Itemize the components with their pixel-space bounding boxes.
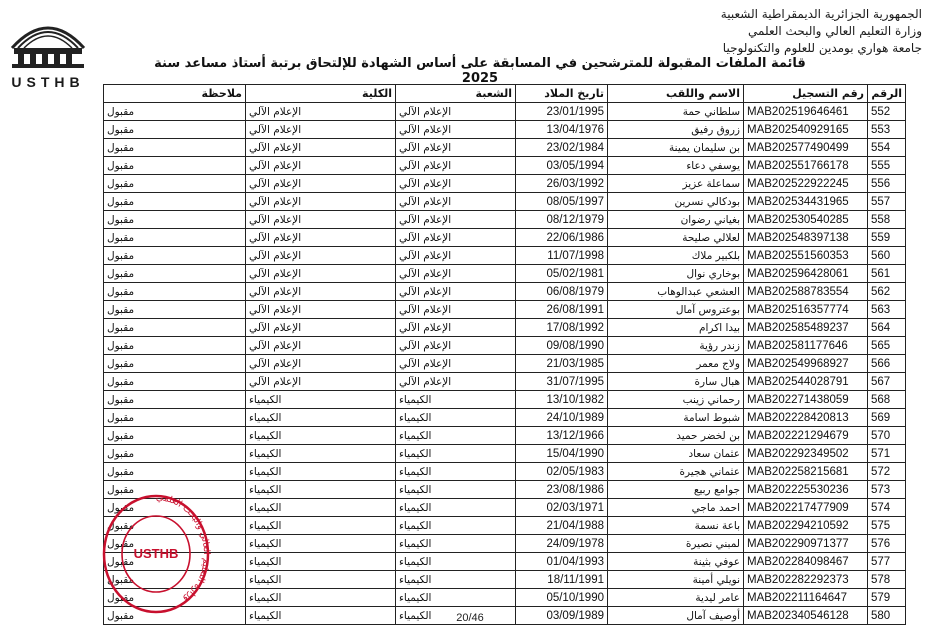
cell-faculty: الكيمياء: [246, 481, 396, 499]
cell-faculty: الإعلام الآلي: [246, 175, 396, 193]
cell-num: 556: [868, 175, 906, 193]
cell-date: 21/03/1985: [516, 355, 608, 373]
cell-faculty: الكيمياء: [246, 445, 396, 463]
cell-date: 31/07/1995: [516, 373, 608, 391]
cell-name: عثمان سعاد: [608, 445, 744, 463]
cell-note: مقبول: [104, 445, 246, 463]
cell-reg: MAB202221294679: [744, 427, 868, 445]
cell-branch: الكيمياء: [396, 409, 516, 427]
cell-note: مقبول: [104, 517, 246, 535]
cell-faculty: الكيمياء: [246, 409, 396, 427]
cell-name: بن لخضر حميد: [608, 427, 744, 445]
cell-note: مقبول: [104, 301, 246, 319]
cell-faculty: الكيمياء: [246, 553, 396, 571]
cell-name: عثماني هجيرة: [608, 463, 744, 481]
cell-date: 26/03/1992: [516, 175, 608, 193]
cell-branch: الإعلام الآلي: [396, 355, 516, 373]
cell-name: سلطاني حمة: [608, 103, 744, 121]
cell-reg: MAB202292349502: [744, 445, 868, 463]
cell-date: 17/08/1992: [516, 319, 608, 337]
cell-date: 08/12/1979: [516, 211, 608, 229]
cell-name: سماعلة عزيز: [608, 175, 744, 193]
cell-reg: MAB202544028791: [744, 373, 868, 391]
cell-date: 21/04/1988: [516, 517, 608, 535]
cell-faculty: الكيمياء: [246, 499, 396, 517]
cell-faculty: الإعلام الآلي: [246, 121, 396, 139]
cell-branch: الإعلام الآلي: [396, 265, 516, 283]
cell-reg: MAB202551560353: [744, 247, 868, 265]
cell-branch: الكيمياء: [396, 391, 516, 409]
cell-name: باعة نسمة: [608, 517, 744, 535]
table-row: [104, 175, 906, 193]
cell-note: مقبول: [104, 391, 246, 409]
cell-name: يوسفي دعاء: [608, 157, 744, 175]
page-number: 20/46: [456, 612, 484, 624]
cell-note: مقبول: [104, 589, 246, 607]
cell-reg: MAB202581177646: [744, 337, 868, 355]
cell-date: 18/11/1991: [516, 571, 608, 589]
cell-num: 560: [868, 247, 906, 265]
cell-date: 23/02/1984: [516, 139, 608, 157]
cell-date: 08/05/1997: [516, 193, 608, 211]
cell-reg: MAB202588783554: [744, 283, 868, 301]
header-line-republic: الجمهورية الجزائرية الديمقراطية الشعبية: [720, 7, 922, 21]
cell-branch: الكيمياء: [396, 535, 516, 553]
cell-date: 22/06/1986: [516, 229, 608, 247]
col-header-faculty: الكلية: [246, 85, 396, 103]
table-row: [104, 157, 906, 175]
cell-note: مقبول: [104, 103, 246, 121]
cell-reg: MAB202217477909: [744, 499, 868, 517]
cell-branch: الإعلام الآلي: [396, 175, 516, 193]
table-row: [104, 337, 906, 355]
cell-reg: MAB202522922245: [744, 175, 868, 193]
cell-branch: الكيمياء: [396, 481, 516, 499]
cell-note: مقبول: [104, 193, 246, 211]
cell-num: 552: [868, 103, 906, 121]
cell-name: بوخاري نوال: [608, 265, 744, 283]
cell-name: زروق رفيق: [608, 121, 744, 139]
ministry-header: [721, 6, 922, 57]
cell-branch: الكيمياء: [396, 571, 516, 589]
cell-branch: الإعلام الآلي: [396, 157, 516, 175]
cell-num: 568: [868, 391, 906, 409]
cell-faculty: الإعلام الآلي: [246, 265, 396, 283]
cell-note: مقبول: [104, 535, 246, 553]
cell-note: مقبول: [104, 499, 246, 517]
table-row: [104, 103, 906, 121]
table-row: [104, 409, 906, 427]
cell-reg: MAB202577490499: [744, 139, 868, 157]
table-row: [104, 481, 906, 499]
cell-branch: الإعلام الآلي: [396, 247, 516, 265]
cell-num: 565: [868, 337, 906, 355]
university-logo: [6, 8, 90, 74]
cell-name: بغياني رضوان: [608, 211, 744, 229]
cell-reg: MAB202271438059: [744, 391, 868, 409]
cell-faculty: الإعلام الآلي: [246, 103, 396, 121]
cell-name: بيدا اكرام: [608, 319, 744, 337]
table-row: [104, 355, 906, 373]
cell-faculty: الكيمياء: [246, 535, 396, 553]
cell-num: 562: [868, 283, 906, 301]
cell-faculty: الإعلام الآلي: [246, 355, 396, 373]
table-row: [104, 445, 906, 463]
cell-branch: الإعلام الآلي: [396, 211, 516, 229]
cell-faculty: الكيمياء: [246, 517, 396, 535]
candidates-table-wrapper: [103, 84, 905, 625]
cell-note: مقبول: [104, 337, 246, 355]
cell-name: أوصيف آمال: [608, 607, 744, 625]
cell-date: 05/02/1981: [516, 265, 608, 283]
cell-reg: MAB202530540285: [744, 211, 868, 229]
cell-name: زندر رؤية: [608, 337, 744, 355]
cell-faculty: الإعلام الآلي: [246, 337, 396, 355]
cell-faculty: الإعلام الآلي: [246, 283, 396, 301]
cell-num: 576: [868, 535, 906, 553]
cell-reg: MAB202548397138: [744, 229, 868, 247]
cell-note: مقبول: [104, 229, 246, 247]
col-header-reg: رقم التسجيل: [744, 85, 868, 103]
cell-reg: MAB202519646461: [744, 103, 868, 121]
cell-note: مقبول: [104, 211, 246, 229]
cell-name: بلكبير ملاك: [608, 247, 744, 265]
cell-faculty: الإعلام الآلي: [246, 247, 396, 265]
cell-branch: الإعلام الآلي: [396, 229, 516, 247]
cell-faculty: الكيمياء: [246, 391, 396, 409]
cell-branch: الإعلام الآلي: [396, 103, 516, 121]
table-row: [104, 427, 906, 445]
cell-faculty: الإعلام الآلي: [246, 211, 396, 229]
cell-branch: الكيمياء: [396, 445, 516, 463]
cell-num: 569: [868, 409, 906, 427]
cell-faculty: الإعلام الآلي: [246, 229, 396, 247]
header-line-university: جامعة هواري بومدين للعلوم والتكنولوجيا: [722, 41, 922, 55]
cell-date: 13/12/1966: [516, 427, 608, 445]
cell-branch: الكيمياء: [396, 427, 516, 445]
cell-faculty: الإعلام الآلي: [246, 373, 396, 391]
cell-num: 566: [868, 355, 906, 373]
cell-reg: MAB202585489237: [744, 319, 868, 337]
cell-note: مقبول: [104, 427, 246, 445]
cell-reg: MAB202534431965: [744, 193, 868, 211]
cell-date: 03/05/1994: [516, 157, 608, 175]
cell-date: 02/03/1971: [516, 499, 608, 517]
cell-branch: الكيمياء: [396, 553, 516, 571]
cell-reg: MAB202225530236: [744, 481, 868, 499]
cell-date: 23/01/1995: [516, 103, 608, 121]
cell-date: 03/09/1989: [516, 607, 608, 625]
cell-date: 06/08/1979: [516, 283, 608, 301]
cell-note: مقبول: [104, 121, 246, 139]
cell-note: مقبول: [104, 553, 246, 571]
cell-num: 571: [868, 445, 906, 463]
cell-reg: MAB202290971377: [744, 535, 868, 553]
cell-branch: الإعلام الآلي: [396, 121, 516, 139]
cell-num: 579: [868, 589, 906, 607]
cell-faculty: الكيمياء: [246, 607, 396, 625]
cell-reg: MAB202294210592: [744, 517, 868, 535]
cell-num: 558: [868, 211, 906, 229]
cell-num: 580: [868, 607, 906, 625]
cell-note: مقبول: [104, 283, 246, 301]
table-row: [104, 229, 906, 247]
cell-reg: MAB202516357774: [744, 301, 868, 319]
cell-branch: الكيمياء: [396, 463, 516, 481]
table-row: [104, 319, 906, 337]
cell-num: 573: [868, 481, 906, 499]
cell-branch: الكيمياء: [396, 517, 516, 535]
cell-name: ولاج معمر: [608, 355, 744, 373]
table-row: [104, 283, 906, 301]
table-row: [104, 211, 906, 229]
cell-faculty: الإعلام الآلي: [246, 301, 396, 319]
cell-num: 561: [868, 265, 906, 283]
cell-note: مقبول: [104, 481, 246, 499]
stamp-center-text: USTHB: [133, 546, 179, 561]
cell-name: بوعتروس آمال: [608, 301, 744, 319]
table-row: [104, 589, 906, 607]
cell-date: 02/05/1983: [516, 463, 608, 481]
cell-note: مقبول: [104, 463, 246, 481]
col-header-name: الاسم واللقب: [608, 85, 744, 103]
cell-branch: الكيمياء: [396, 589, 516, 607]
cell-faculty: الإعلام الآلي: [246, 139, 396, 157]
cell-name: جوامع ربيع: [608, 481, 744, 499]
cell-branch: الكيمياء: [396, 499, 516, 517]
cell-note: مقبول: [104, 265, 246, 283]
cell-name: لمبني نصيرة: [608, 535, 744, 553]
cell-note: مقبول: [104, 607, 246, 625]
cell-branch: الإعلام الآلي: [396, 337, 516, 355]
table-row: [104, 247, 906, 265]
cell-branch: الإعلام الآلي: [396, 139, 516, 157]
col-header-branch: الشعبة: [396, 85, 516, 103]
cell-name: لعلالي صليحة: [608, 229, 744, 247]
cell-name: رحماني زينب: [608, 391, 744, 409]
cell-name: بودكالي نسرين: [608, 193, 744, 211]
cell-num: 563: [868, 301, 906, 319]
cell-name: هبال سارة: [608, 373, 744, 391]
cell-num: 554: [868, 139, 906, 157]
cell-reg: MAB202228420813: [744, 409, 868, 427]
cell-reg: MAB202211164647: [744, 589, 868, 607]
cell-date: 26/08/1991: [516, 301, 608, 319]
table-header-row: [104, 85, 906, 103]
table-row: [104, 265, 906, 283]
cell-faculty: الكيمياء: [246, 463, 396, 481]
cell-note: مقبول: [104, 247, 246, 265]
table-row: [104, 517, 906, 535]
university-logo-icon: [6, 8, 90, 74]
cell-num: 578: [868, 571, 906, 589]
table-row: [104, 301, 906, 319]
cell-reg: MAB202540929165: [744, 121, 868, 139]
cell-branch: الإعلام الآلي: [396, 301, 516, 319]
table-row: [104, 499, 906, 517]
cell-branch: الإعلام الآلي: [396, 193, 516, 211]
table-row: [104, 373, 906, 391]
cell-num: 574: [868, 499, 906, 517]
logo-text: USTHB: [11, 74, 85, 90]
cell-date: 11/07/1998: [516, 247, 608, 265]
cell-faculty: الكيمياء: [246, 589, 396, 607]
cell-note: مقبول: [104, 157, 246, 175]
cell-branch: الإعلام الآلي: [396, 319, 516, 337]
table-row: [104, 139, 906, 157]
cell-date: 24/09/1978: [516, 535, 608, 553]
cell-date: 01/04/1993: [516, 553, 608, 571]
cell-name: عوفي بثينة: [608, 553, 744, 571]
cell-reg: MAB202282292373: [744, 571, 868, 589]
cell-faculty: الكيمياء: [246, 571, 396, 589]
table-row: [104, 391, 906, 409]
stamp-ring-text: وزارة التعليم العالي والبحث العلمي: [155, 492, 211, 604]
cell-num: 559: [868, 229, 906, 247]
col-header-date: تاريخ الملاد: [516, 85, 608, 103]
cell-reg: MAB202258215681: [744, 463, 868, 481]
cell-faculty: الكيمياء: [246, 427, 396, 445]
cell-date: 05/10/1990: [516, 589, 608, 607]
cell-note: مقبول: [104, 571, 246, 589]
cell-note: مقبول: [104, 373, 246, 391]
cell-name: احمد ماجي: [608, 499, 744, 517]
document-title: قائمة الملفات المقبولة للمترشحين في المسابقة على أساس الشهادة للإلتحاق برتبة أستاذ مساعد سنة 2025: [154, 56, 806, 86]
cell-reg: MAB202284098467: [744, 553, 868, 571]
cell-num: 567: [868, 373, 906, 391]
cell-branch: الإعلام الآلي: [396, 373, 516, 391]
cell-name: شبوط اسامة: [608, 409, 744, 427]
table-row: [104, 571, 906, 589]
candidates-table: [103, 84, 906, 625]
cell-reg: MAB202340546128: [744, 607, 868, 625]
table-body: [104, 103, 906, 625]
cell-name: بن سليمان يمينة: [608, 139, 744, 157]
cell-date: 09/08/1990: [516, 337, 608, 355]
cell-num: 555: [868, 157, 906, 175]
cell-faculty: الإعلام الآلي: [246, 157, 396, 175]
table-row: [104, 193, 906, 211]
cell-branch: الكيمياء: [396, 607, 516, 625]
cell-note: مقبول: [104, 355, 246, 373]
cell-note: مقبول: [104, 319, 246, 337]
cell-branch: الإعلام الآلي: [396, 283, 516, 301]
cell-name: نويلي أمينة: [608, 571, 744, 589]
cell-date: 15/04/1990: [516, 445, 608, 463]
table-row: [104, 535, 906, 553]
cell-reg: MAB202551766178: [744, 157, 868, 175]
cell-date: 24/10/1989: [516, 409, 608, 427]
cell-name: عامر ليدية: [608, 589, 744, 607]
table-row: [104, 553, 906, 571]
cell-note: مقبول: [104, 175, 246, 193]
col-header-note: ملاحظة: [104, 85, 246, 103]
table-row: [104, 463, 906, 481]
cell-date: 13/04/1976: [516, 121, 608, 139]
cell-num: 564: [868, 319, 906, 337]
cell-num: 553: [868, 121, 906, 139]
cell-date: 13/10/1982: [516, 391, 608, 409]
table-row: [104, 121, 906, 139]
cell-faculty: الإعلام الآلي: [246, 193, 396, 211]
cell-num: 557: [868, 193, 906, 211]
header-line-ministry: وزارة التعليم العالي والبحث العلمي: [748, 24, 922, 38]
cell-num: 570: [868, 427, 906, 445]
cell-reg: MAB202596428061: [744, 265, 868, 283]
cell-num: 575: [868, 517, 906, 535]
cell-note: مقبول: [104, 409, 246, 427]
cell-num: 572: [868, 463, 906, 481]
cell-name: العشعي عبدالوهاب: [608, 283, 744, 301]
cell-faculty: الإعلام الآلي: [246, 319, 396, 337]
col-header-num: الرقم: [868, 85, 906, 103]
cell-date: 23/08/1986: [516, 481, 608, 499]
cell-note: مقبول: [104, 139, 246, 157]
cell-num: 577: [868, 553, 906, 571]
cell-reg: MAB202549968927: [744, 355, 868, 373]
